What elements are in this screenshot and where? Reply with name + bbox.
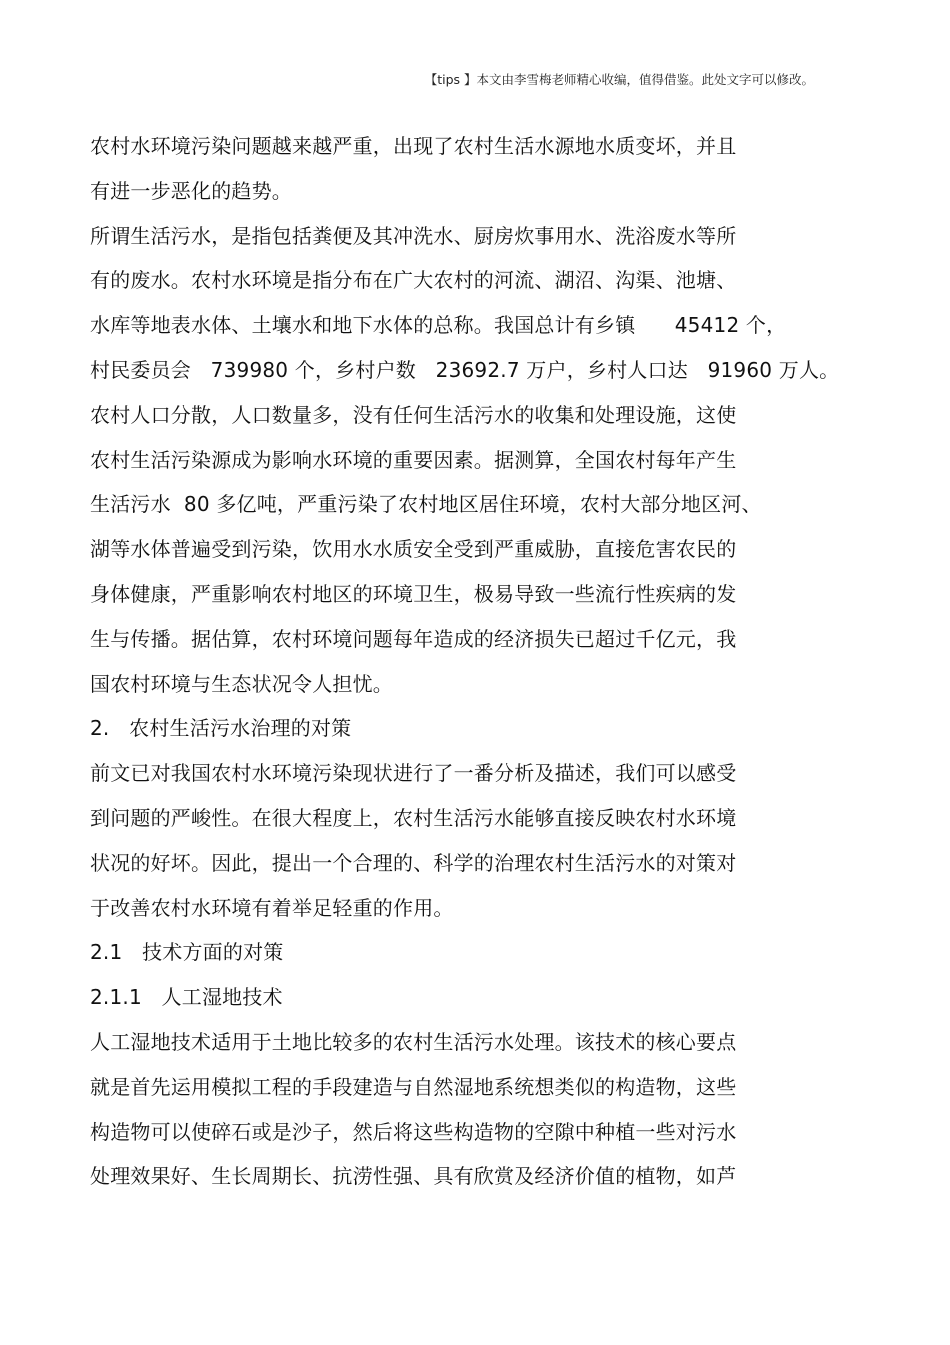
text-line: 就是首先运用模拟工程的手段建造与自然湿地系统想类似的构造物，这些 <box>90 1074 737 1099</box>
tips-header: 【tips 】本文由李雪梅老师精心收编，值得借鉴。此处文字可以修改。 <box>424 72 814 87</box>
text-line: 前文已对我国农村水环境污染现状进行了一番分析及描述，我们可以感受 <box>90 761 737 786</box>
text-line: 于改善农村水环境有着举足轻重的作用。 <box>90 895 454 920</box>
text-line: 湖等水体普遍受到污染，饮用水水质安全受到严重威胁，直接危害农民的 <box>90 537 737 562</box>
text-line: 村民委员会 739980 个，乡村户数 23692.7 万户，乡村人口达 91960 万人。 <box>90 357 840 382</box>
text-line: 农村生活污染源成为影响水环境的重要因素。据测算，全国农村每年产生 <box>90 447 737 472</box>
text-line: 人工湿地技术适用于土地比较多的农村生活污水处理。该技术的核心要点 <box>90 1029 737 1054</box>
text-line: 有进一步恶化的趋势。 <box>90 178 292 203</box>
subsubsection-heading: 2.1.1 人工湿地技术 <box>90 985 283 1010</box>
document-body <box>90 124 910 1199</box>
text-line: 农村水环境污染问题越来越严重，出现了农村生活水源地水质变坏，并且 <box>90 134 737 158</box>
text-line: 国农村环境与生态状况令人担忧。 <box>90 671 393 696</box>
text-line: 状况的好坏。因此，提出一个合理的、科学的治理农村生活污水的对策对 <box>90 850 737 875</box>
section-heading: 2. 农村生活污水治理的对策 <box>90 716 352 741</box>
text-line: 处理效果好、生长周期长、抗涝性强、具有欣赏及经济价值的植物，如芦 <box>90 1164 737 1189</box>
text-line: 身体健康，严重影响农村地区的环境卫生，极易导致一些流行性疾病的发 <box>90 581 737 606</box>
text-line: 构造物可以使碎石或是沙子，然后将这些构造物的空隙中种植一些对污水 <box>90 1119 737 1144</box>
text-line: 农村人口分散，人口数量多，没有任何生活污水的收集和处理设施，这使 <box>90 402 737 427</box>
text-line: 生活污水 80 多亿吨，严重污染了农村地区居住环境，农村大部分地区河、 <box>90 492 762 517</box>
text-line: 到问题的严峻性。在很大程度上，农村生活污水能够直接反映农村水环境 <box>90 805 737 830</box>
text-line: 生与传播。据估算，农村环境问题每年造成的经济损失已超过千亿元，我 <box>90 626 737 651</box>
subsection-heading: 2.1 技术方面的对策 <box>90 940 284 965</box>
text-line: 所谓生活污水，是指包括粪便及其冲洗水、厨房炊事用水、洗浴废水等所 <box>90 223 737 248</box>
text-line: 有的废水。农村水环境是指分布在广大农村的河流、湖沼、沟渠、池塘、 <box>90 268 737 293</box>
text-line: 水库等地表水体、土壤水和地下水体的总称。我国总计有乡镇 45412 个， <box>90 313 787 338</box>
